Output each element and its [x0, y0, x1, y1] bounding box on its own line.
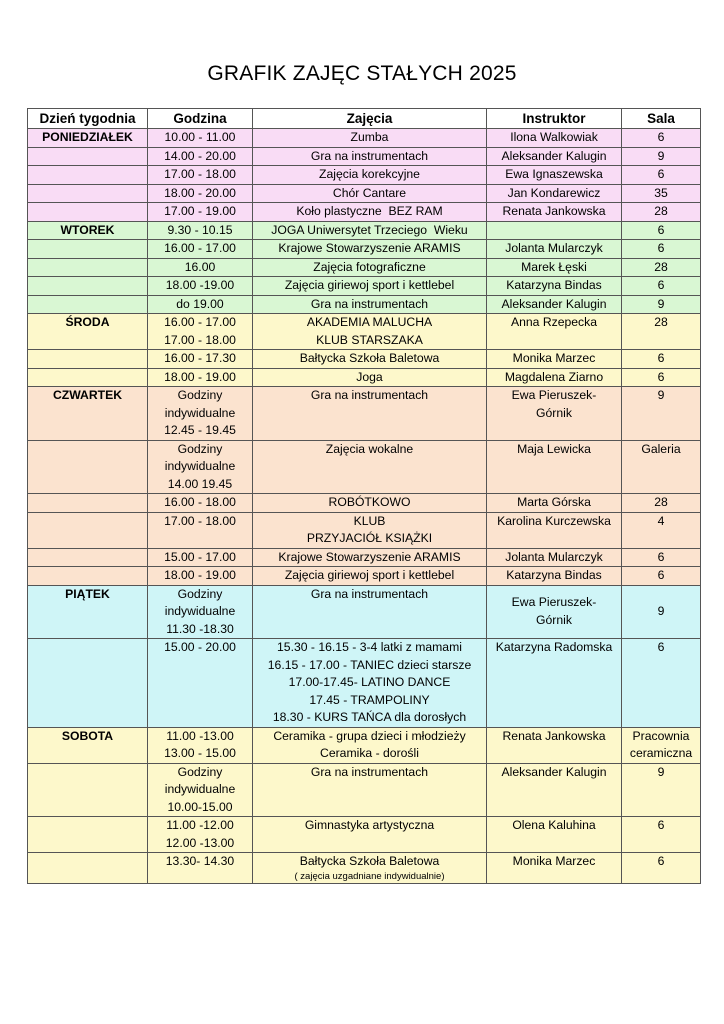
table-row	[28, 147, 701, 166]
room-cell: Galeria	[622, 440, 701, 494]
time-line: indywidualne	[164, 782, 236, 796]
room-cell: 6	[622, 548, 701, 567]
room-cell: 6	[622, 368, 701, 387]
time-cell: 16.00 - 17.00	[148, 240, 253, 259]
day-cell-empty	[28, 147, 148, 166]
activity-cell: Gra na instrumentach	[253, 387, 487, 441]
day-cell-empty	[28, 763, 148, 817]
day-cell-empty	[28, 639, 148, 728]
activity-cell: Zajęcia fotograficzne	[253, 258, 487, 277]
room-cell: 9	[622, 763, 701, 817]
activity-line: 17.00-17.45- LATINO DANCE	[288, 675, 451, 689]
time-cell: 16.00 - 17.30	[148, 350, 253, 369]
activity-note: ( zajęcia uzgadniane indywidualnie)	[294, 870, 445, 882]
table-row	[28, 494, 701, 513]
table-row	[28, 512, 701, 548]
room-cell: 6	[622, 853, 701, 884]
time-cell: 16.00 - 18.00	[148, 494, 253, 513]
instructor-cell: Monika Marzec	[487, 853, 622, 884]
time-line: indywidualne	[164, 604, 236, 618]
activity-cell	[253, 639, 487, 728]
table-row	[28, 548, 701, 567]
time-line: 17.00 - 18.00	[164, 332, 236, 347]
table-row	[28, 240, 701, 259]
activity-line: KLUB	[353, 513, 386, 528]
instructor-line: Ewa Pieruszek-	[511, 388, 597, 402]
activity-cell	[253, 512, 487, 548]
table-row	[28, 639, 701, 728]
room-cell: 6	[622, 567, 701, 586]
table-row	[28, 295, 701, 314]
time-cell: 18.00 -19.00	[148, 277, 253, 296]
time-line: indywidualne	[164, 459, 236, 473]
table-row	[28, 314, 701, 350]
day-cell-empty	[28, 817, 148, 853]
room-cell: 6	[622, 639, 701, 728]
activity-cell: JOGA Uniwersytet Trzeciego Wieku	[253, 221, 487, 240]
room-cell: 28	[622, 314, 701, 350]
activity-cell: Gra na instrumentach	[253, 763, 487, 817]
time-cell: 17.00 - 18.00	[148, 512, 253, 548]
activity-line: KLUB STARSZAKA	[316, 332, 423, 347]
activity-line: Ceramika - dorośli	[320, 746, 419, 760]
instructor-cell: Aleksander Kalugin	[487, 763, 622, 817]
activity-cell: Chór Cantare	[253, 184, 487, 203]
room-line: Pracownia	[632, 728, 690, 743]
room-cell: 6	[622, 166, 701, 185]
activity-line: 16.15 - 17.00 - TANIEC dzieci starsze	[267, 657, 472, 672]
header-instructor: Instruktor	[487, 109, 622, 129]
room-cell: 28	[622, 258, 701, 277]
room-cell: 6	[622, 221, 701, 240]
instructor-cell: Karolina Kurczewska	[487, 512, 622, 548]
table-row	[28, 567, 701, 586]
table-row	[28, 763, 701, 817]
activity-line: Bałtycka Szkoła Baletowa	[299, 854, 440, 868]
room-cell: 35	[622, 184, 701, 203]
instructor-cell	[487, 221, 622, 240]
time-cell	[148, 817, 253, 853]
instructor-cell	[487, 387, 622, 441]
time-line: 14.00 19.45	[167, 476, 233, 491]
day-label-wednesday: ŚRODA	[28, 314, 148, 350]
header-day: Dzień tygodnia	[28, 109, 148, 129]
activity-cell: Gra na instrumentach	[253, 147, 487, 166]
room-cell: 28	[622, 494, 701, 513]
table-row	[28, 184, 701, 203]
table-row	[28, 853, 701, 884]
room-cell: 9	[622, 387, 701, 441]
day-label-monday: PONIEDZIAŁEK	[28, 129, 148, 148]
table-row	[28, 387, 701, 441]
time-line: 12.45 - 19.45	[164, 423, 236, 437]
day-cell-empty	[28, 853, 148, 884]
day-label-tuesday: WTOREK	[28, 221, 148, 240]
time-line: Godziny	[177, 441, 223, 456]
day-cell-empty	[28, 166, 148, 185]
table-row	[28, 277, 701, 296]
time-cell: 15.00 - 20.00	[148, 639, 253, 728]
instructor-cell: Ilona Walkowiak	[487, 129, 622, 148]
room-cell: 6	[622, 277, 701, 296]
instructor-cell: Magdalena Ziarno	[487, 368, 622, 387]
time-cell	[148, 314, 253, 350]
room-cell: 4	[622, 512, 701, 548]
activity-cell	[253, 853, 487, 884]
table-row	[28, 368, 701, 387]
instructor-cell: Katarzyna Bindas	[487, 567, 622, 586]
day-cell-empty	[28, 203, 148, 222]
day-cell-empty	[28, 350, 148, 369]
instructor-cell: Jan Kondarewicz	[487, 184, 622, 203]
table-row	[28, 440, 701, 494]
activity-cell	[253, 727, 487, 763]
table-row	[28, 727, 701, 763]
schedule-table	[27, 108, 701, 884]
activity-cell: Zajęcia korekcyjne	[253, 166, 487, 185]
instructor-cell: Jolanta Mularczyk	[487, 240, 622, 259]
room-cell: 9	[622, 295, 701, 314]
time-cell: 14.00 - 20.00	[148, 147, 253, 166]
instructor-cell: Maja Lewicka	[487, 440, 622, 494]
instructor-cell: Anna Rzepecka	[487, 314, 622, 350]
instructor-cell: Jolanta Mularczyk	[487, 548, 622, 567]
activity-line: 17.45 - TRAMPOLINY	[309, 692, 430, 707]
header-time: Godzina	[148, 109, 253, 129]
room-line: ceramiczna	[629, 746, 693, 760]
time-line: 11.00 -13.00	[166, 728, 234, 743]
activity-cell: Bałtycka Szkoła Baletowa	[253, 350, 487, 369]
activity-cell: Joga	[253, 368, 487, 387]
activity-cell: Zumba	[253, 129, 487, 148]
day-cell-empty	[28, 494, 148, 513]
room-cell: 9	[622, 585, 701, 639]
table-row	[28, 221, 701, 240]
table-row	[28, 350, 701, 369]
instructor-cell: Ewa Ignaszewska	[487, 166, 622, 185]
day-label-friday: PIĄTEK	[28, 585, 148, 639]
time-line: 11.00 -12.00	[166, 818, 234, 832]
table-row	[28, 817, 701, 853]
instructor-cell: Marta Górska	[487, 494, 622, 513]
room-cell: 6	[622, 817, 701, 853]
instructor-line: Górnik	[536, 405, 572, 420]
table-row	[28, 203, 701, 222]
instructor-cell: Renata Jankowska	[487, 727, 622, 763]
activity-cell: ROBÓTKOWO	[253, 494, 487, 513]
time-line: Godziny	[177, 586, 223, 601]
room-cell: 9	[622, 147, 701, 166]
activity-cell: Zajęcia giriewoj sport i kettlebel	[253, 277, 487, 296]
activity-line: 15.30 - 16.15 - 3-4 latki z mamami	[277, 640, 462, 654]
time-line: Godziny	[177, 764, 223, 779]
activity-cell: Zajęcia giriewoj sport i kettlebel	[253, 567, 487, 586]
time-cell: 17.00 - 18.00	[148, 166, 253, 185]
activity-cell: Gra na instrumentach	[253, 585, 487, 639]
time-cell: 18.00 - 20.00	[148, 184, 253, 203]
day-cell-empty	[28, 567, 148, 586]
time-line: 13.00 - 15.00	[164, 746, 236, 760]
time-line: indywidualne	[164, 405, 236, 420]
instructor-cell: Katarzyna Radomska	[487, 639, 622, 728]
activity-cell: Gra na instrumentach	[253, 295, 487, 314]
page-title: GRAFIK ZAJĘC STAŁYCH 2025	[207, 62, 517, 85]
activity-line: PRZYJACIÓŁ KSIĄŻKI	[306, 531, 433, 545]
time-line: Godziny	[177, 388, 223, 402]
table-row	[28, 585, 701, 639]
day-cell-empty	[28, 295, 148, 314]
activity-cell: Gimnastyka artystyczna	[253, 817, 487, 853]
day-cell-empty	[28, 440, 148, 494]
room-cell: 28	[622, 203, 701, 222]
instructor-cell: Olena Kaluhina	[487, 817, 622, 853]
table-row	[28, 258, 701, 277]
time-cell: 18.00 - 19.00	[148, 567, 253, 586]
time-line: 16.00 - 17.00	[164, 315, 236, 329]
day-cell-empty	[28, 548, 148, 567]
table-row	[28, 166, 701, 185]
time-cell: 18.00 - 19.00	[148, 368, 253, 387]
activity-cell: Koło plastyczne BEZ RAM	[253, 203, 487, 222]
day-cell-empty	[28, 184, 148, 203]
time-cell: 13.30- 14.30	[148, 853, 253, 884]
day-label-saturday: SOBOTA	[28, 727, 148, 763]
time-cell	[148, 763, 253, 817]
time-cell: 16.00	[148, 258, 253, 277]
day-cell-empty	[28, 277, 148, 296]
time-cell	[148, 585, 253, 639]
time-cell	[148, 440, 253, 494]
instructor-cell: Monika Marzec	[487, 350, 622, 369]
room-cell: 6	[622, 350, 701, 369]
instructor-cell: Marek Łęski	[487, 258, 622, 277]
day-cell-empty	[28, 240, 148, 259]
table-row	[28, 129, 701, 148]
time-cell: 10.00 - 11.00	[148, 129, 253, 148]
time-line: 10.00-15.00	[167, 799, 233, 814]
activity-cell: Krajowe Stowarzyszenie ARAMIS	[253, 240, 487, 259]
room-cell: 6	[622, 129, 701, 148]
day-label-thursday: CZWARTEK	[28, 387, 148, 441]
time-line: 11.30 -18.30	[166, 621, 234, 636]
instructor-cell: Aleksander Kalugin	[487, 295, 622, 314]
time-cell: 15.00 - 17.00	[148, 548, 253, 567]
activity-line: 18.30 - KURS TAŃCA dla dorosłych	[272, 710, 467, 724]
time-cell: 17.00 - 19.00	[148, 203, 253, 222]
instructor-cell	[487, 585, 622, 639]
activity-cell: Krajowe Stowarzyszenie ARAMIS	[253, 548, 487, 567]
instructor-cell: Katarzyna Bindas	[487, 277, 622, 296]
time-cell: do 19.00	[148, 295, 253, 314]
instructor-line: Ewa Pieruszek-	[511, 595, 597, 610]
activity-cell	[253, 314, 487, 350]
day-cell-empty	[28, 258, 148, 277]
day-cell-empty	[28, 368, 148, 387]
time-cell	[148, 387, 253, 441]
room-cell	[622, 727, 701, 763]
instructor-cell: Renata Jankowska	[487, 203, 622, 222]
instructor-cell: Aleksander Kalugin	[487, 147, 622, 166]
time-cell	[148, 727, 253, 763]
instructor-line: Górnik	[536, 612, 572, 627]
activity-line: Ceramika - grupa dzieci i młodzieży	[273, 728, 466, 743]
time-line: 12.00 -13.00	[165, 835, 235, 850]
activity-cell: Zajęcia wokalne	[253, 440, 487, 494]
time-cell: 9.30 - 10.15	[148, 221, 253, 240]
day-cell-empty	[28, 512, 148, 548]
header-activity: Zajęcia	[253, 109, 487, 129]
activity-line: AKADEMIA MALUCHA	[306, 315, 433, 329]
header-room: Sala	[622, 109, 701, 129]
header-row	[28, 109, 701, 129]
room-cell: 6	[622, 240, 701, 259]
